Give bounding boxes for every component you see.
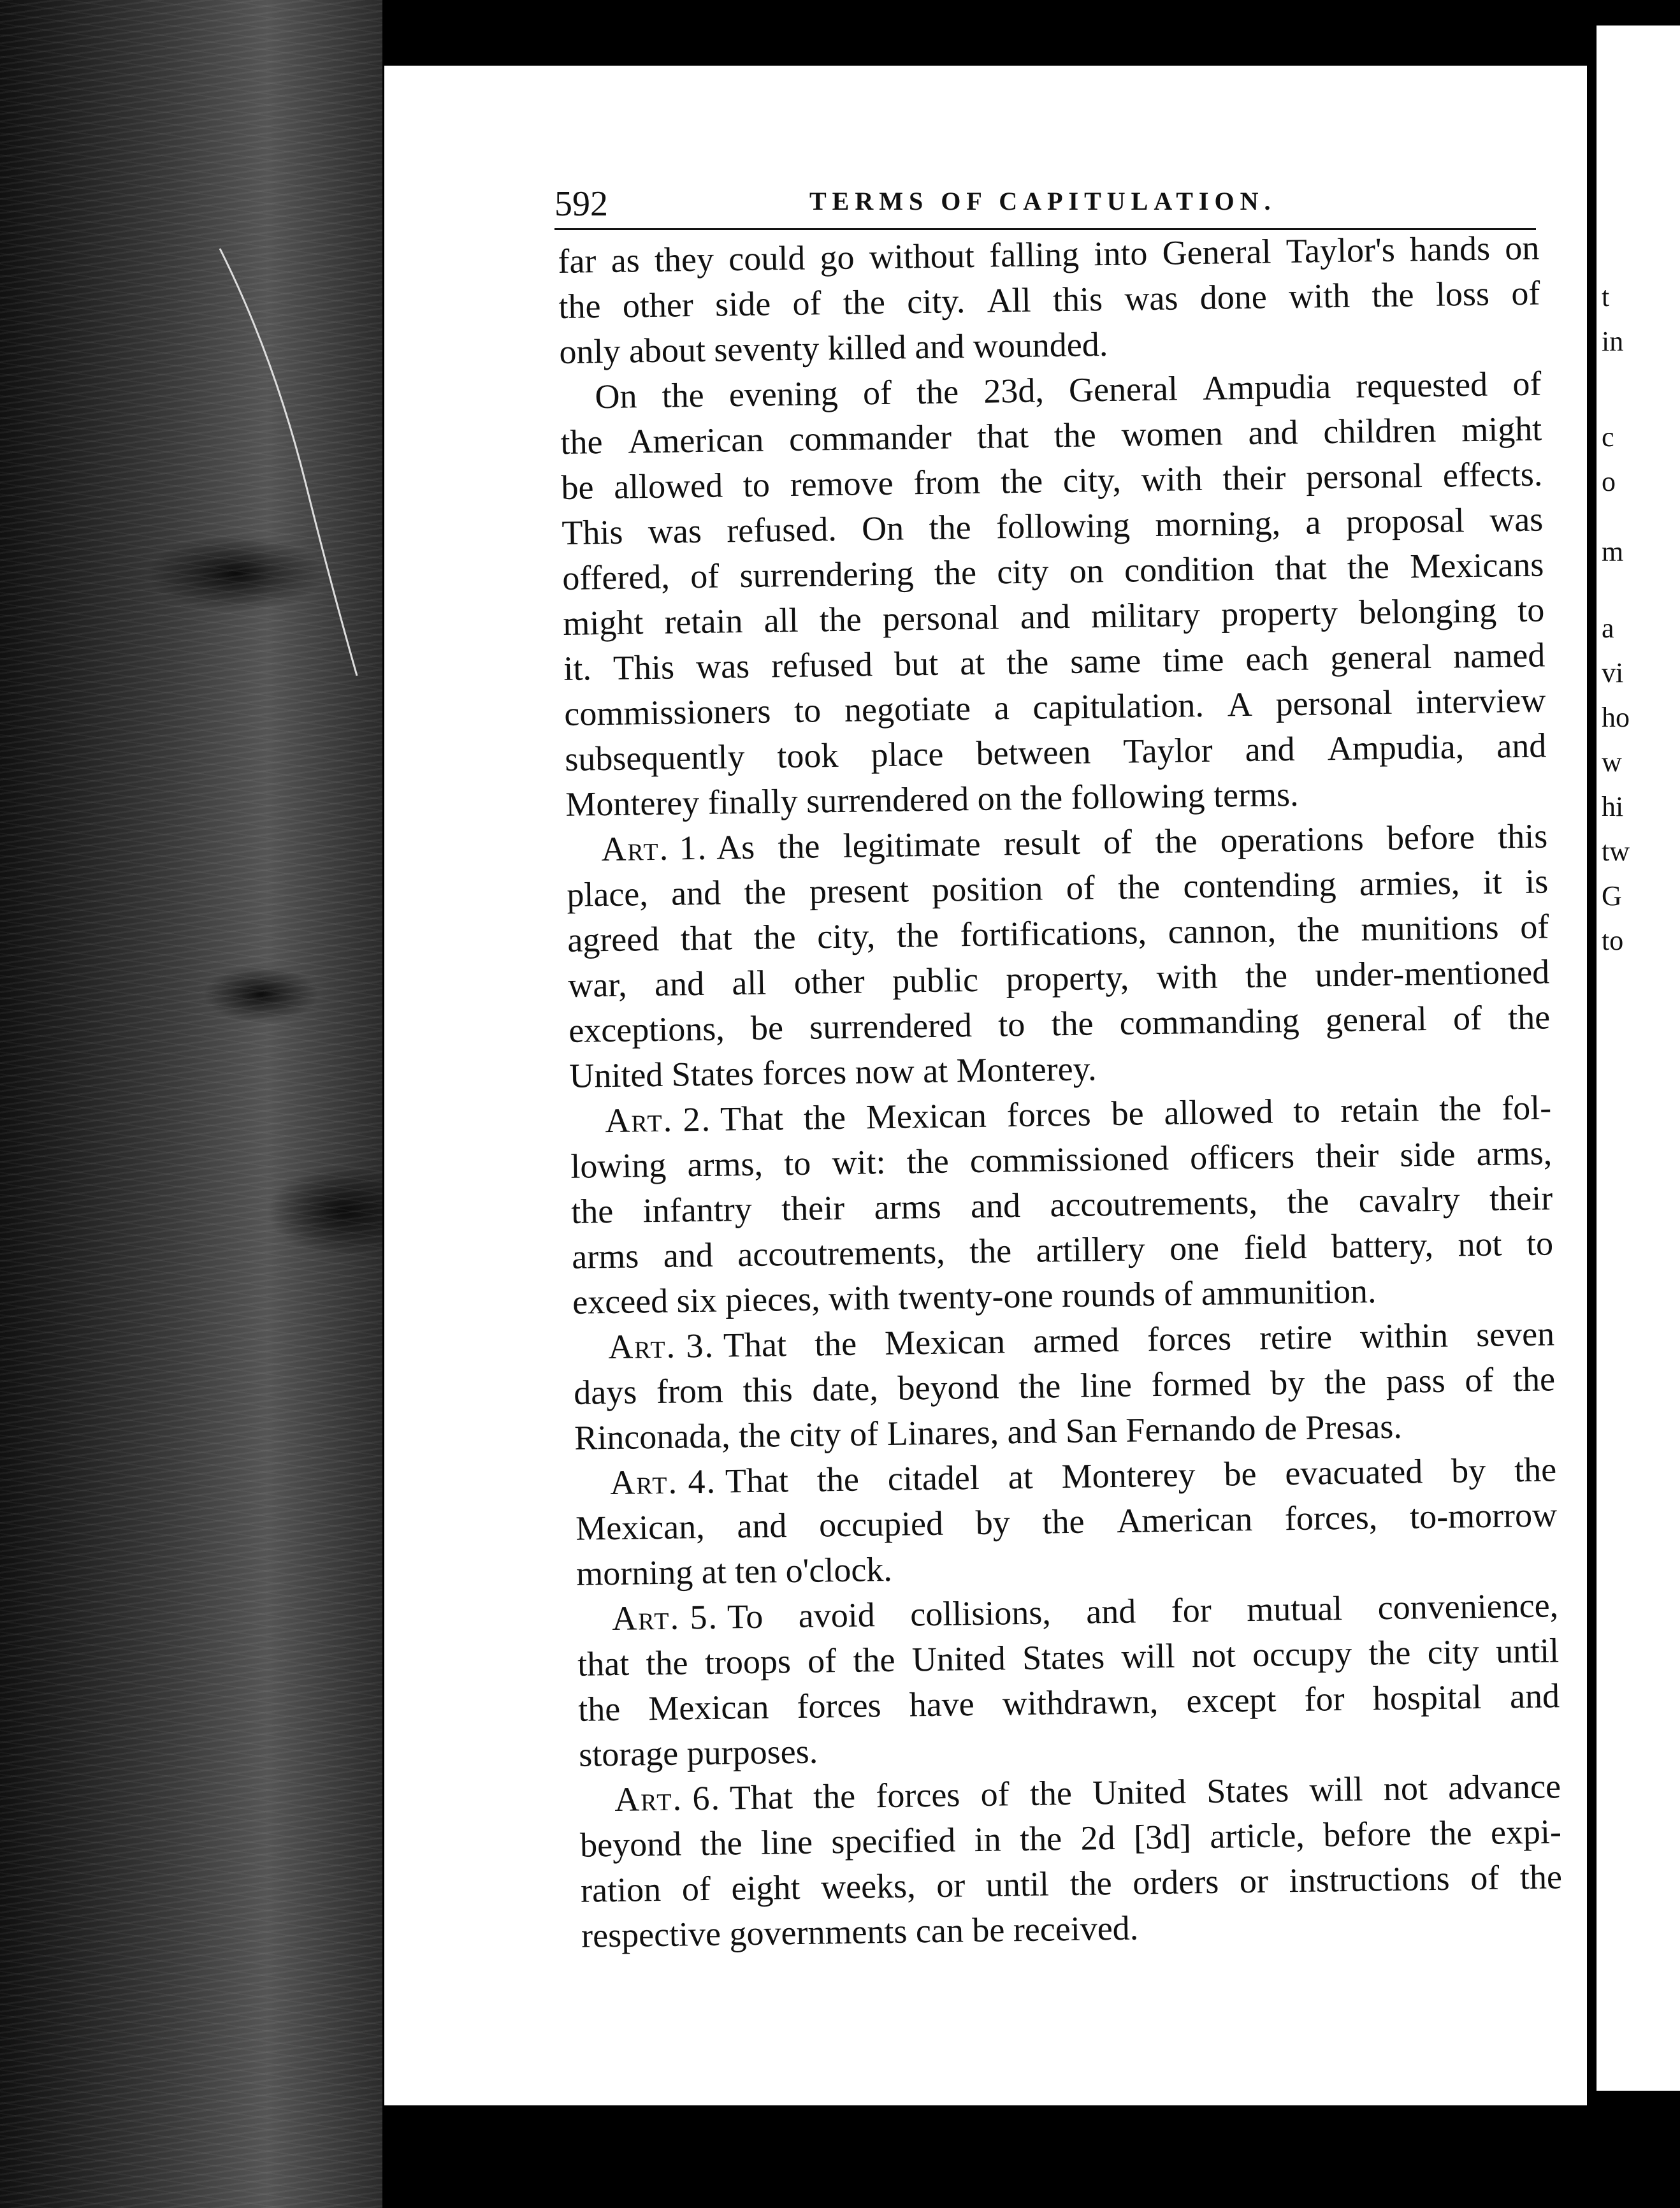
line-text: morning at ten o'clock. [576, 1550, 893, 1593]
line-text: respective governments can be received. [581, 1908, 1139, 1955]
facing-page-fragment: to [1602, 925, 1624, 956]
line-text: days from this date, beyond the line formed by the pass of the [573, 1360, 1556, 1412]
facing-page-fragment: G [1602, 880, 1622, 912]
line-text: war, and all other public property, with the under-mentioned [567, 952, 1550, 1005]
facing-page-fragment: o [1602, 466, 1616, 497]
line-text: That the forces of the United States will not advance [729, 1767, 1561, 1817]
line-text: might retain all the personal and military property belonging to [563, 590, 1545, 643]
line-text: be allowed to remove from the city, with their personal effects. [561, 454, 1543, 507]
facing-page-fragment: hi [1602, 791, 1624, 822]
line-text: place, and the present position of the contending armies, it is [566, 862, 1549, 914]
body-text [558, 225, 1563, 1958]
facing-page-fragment: a [1602, 613, 1614, 644]
line-text: On the evening of the 23d, General Ampudia requested of [595, 364, 1542, 416]
line-text: To avoid collisions, and for mutual convenience, [727, 1586, 1559, 1636]
facing-page-fragment: in [1602, 326, 1624, 357]
line-text: offered, of surrendering the city on condition that the Mexicans [562, 545, 1544, 597]
facing-page-fragment: tw [1602, 836, 1630, 867]
facing-page-fragment: c [1602, 421, 1614, 453]
line-text: That the citadel at Monterey be evacuated by the [725, 1450, 1557, 1500]
article-label: Art. 2. [604, 1100, 712, 1140]
line-text: the American commander that the women and children might [560, 409, 1542, 461]
article-label: Art. 4. [609, 1462, 717, 1502]
line-text: lowing arms, to wit: the commissioned officers their side arms, [570, 1133, 1553, 1186]
line-text: storage purposes. [578, 1732, 818, 1774]
line-text: exceed six pieces, with twenty-one rounds of ammunition. [572, 1272, 1377, 1321]
article-label: Art. 5. [611, 1597, 719, 1638]
facing-page-fragment: t [1602, 281, 1610, 312]
line-text: Mexican, and occupied by the American forces, to-morrow [575, 1495, 1558, 1548]
line-text: arms and accoutrements, the artillery one field battery, not to [571, 1224, 1554, 1276]
line-text: that the troops of the United States will not occupy the city until [577, 1631, 1560, 1683]
line-text: commissioners to negotiate a capitulation. A personal interview [563, 681, 1546, 733]
line-text: the Mexican forces have withdrawn, except for hospital and [577, 1676, 1560, 1729]
article-label: Art. 1. [600, 828, 708, 869]
line-text: agreed that the city, the fortifications, cannon, the munitions of [567, 907, 1549, 959]
running-head: TERMS OF CAPITULATION. [809, 187, 1277, 215]
line-text: ration of eight weeks, or until the orders or instructions of the [580, 1857, 1563, 1910]
line-text: the infantry their arms and accoutrements, the cavalry their [570, 1179, 1553, 1231]
article-label: Art. 3. [607, 1326, 715, 1367]
page-header [554, 184, 1536, 228]
line-text: Monterey finally surrendered on the following terms. [565, 774, 1299, 824]
line-text: Rinconada, the city of Linares, and San Fernando de Presas. [574, 1407, 1403, 1457]
article-label: Art. 6. [614, 1778, 721, 1819]
line-text: United States forces now at Monterey. [568, 1049, 1097, 1095]
line-text: it. This was refused but at the same time each general named [563, 636, 1546, 688]
line-text: the other side of the city. All this was done with the loss of [558, 273, 1540, 326]
facing-page-fragment: w [1602, 746, 1622, 778]
line-text: This was refused. On the following morning, a proposal was [561, 500, 1544, 552]
paper-crease-line [0, 0, 382, 2208]
facing-page-fragment: m [1602, 536, 1624, 567]
page-number: 592 [554, 184, 608, 224]
line-text: That the Mexican forces be allowed to retain the fol- [720, 1088, 1552, 1138]
line-text: subsequently took place between Taylor and Ampudia, and [564, 726, 1547, 778]
facing-page-fragment: ho [1602, 702, 1630, 733]
facing-page-fragment: vi [1602, 657, 1624, 688]
line-text: That the Mexican armed forces retire within seven [723, 1314, 1555, 1365]
line-text: beyond the line specified in the 2d [3d] article, before the expi- [579, 1812, 1562, 1864]
line-text: exceptions, be surrendered to the commanding general of the [568, 998, 1551, 1050]
line-text: far as they could go without falling into General Taylor's hands on [558, 228, 1540, 280]
line-text: only about seventy killed and wounded. [559, 324, 1108, 371]
line-text: As the legitimate result of the operations before this [716, 817, 1548, 867]
facing-page-edge [1597, 25, 1680, 2091]
